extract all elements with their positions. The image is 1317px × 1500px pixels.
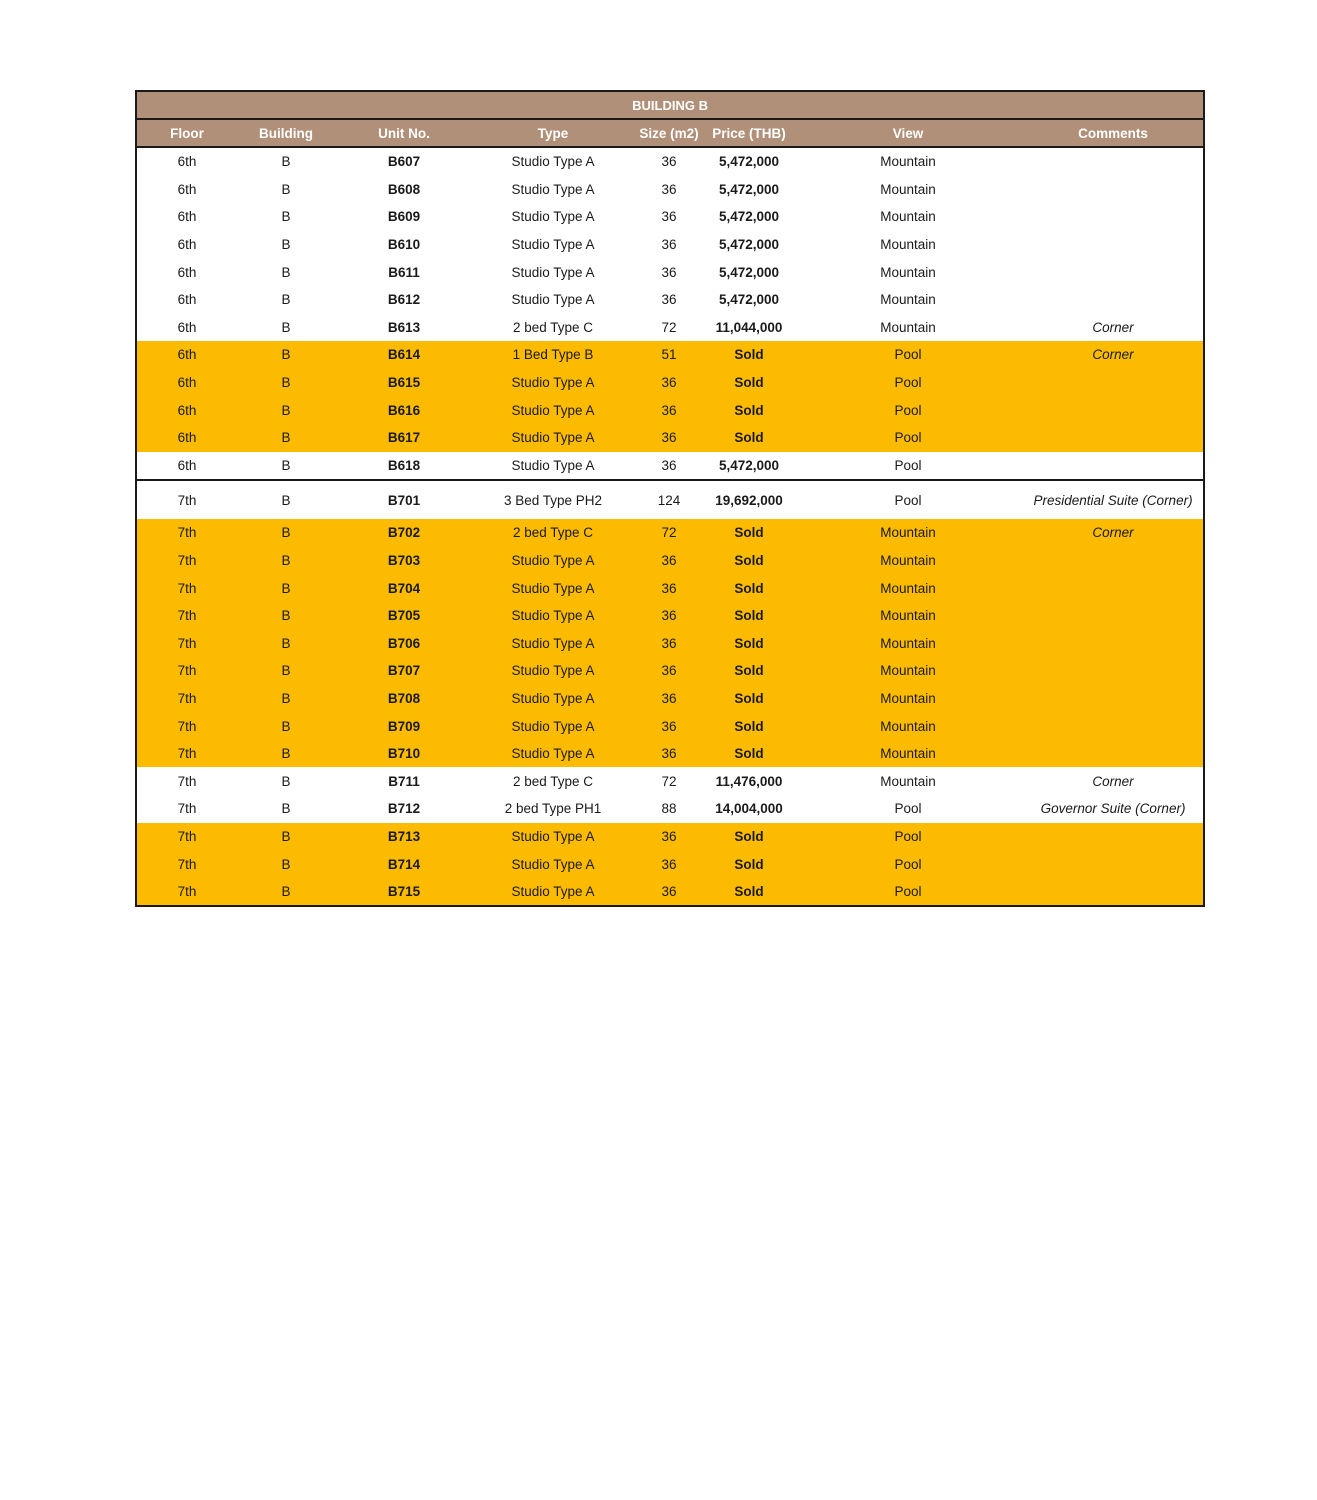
size-cell: 36 bbox=[633, 657, 705, 685]
size-cell: 36 bbox=[633, 369, 705, 397]
floor-cell: 6th bbox=[137, 203, 237, 231]
building-cell: B bbox=[237, 231, 335, 259]
comment-cell bbox=[1023, 203, 1203, 231]
table-row bbox=[137, 203, 1203, 231]
unit-type-cell: Studio Type A bbox=[473, 574, 633, 602]
floor-cell: 7th bbox=[137, 602, 237, 630]
view-cell: Pool bbox=[793, 878, 1023, 906]
unit-type-cell: Studio Type A bbox=[473, 657, 633, 685]
floor-cell: 7th bbox=[137, 878, 237, 906]
table-row bbox=[137, 685, 1203, 713]
size-cell: 36 bbox=[633, 147, 705, 176]
unit-type-cell: Studio Type A bbox=[473, 369, 633, 397]
table-row bbox=[137, 740, 1203, 768]
floor-cell: 7th bbox=[137, 547, 237, 575]
unit-type-cell: Studio Type A bbox=[473, 630, 633, 658]
floor-cell: 6th bbox=[137, 396, 237, 424]
floor-cell: 6th bbox=[137, 341, 237, 369]
table-row bbox=[137, 878, 1203, 906]
view-cell: Mountain bbox=[793, 657, 1023, 685]
price-cell: Sold bbox=[705, 574, 793, 602]
unit-type-cell: 3 Bed Type PH2 bbox=[473, 480, 633, 519]
price-cell: 19,692,000 bbox=[705, 480, 793, 519]
table-row bbox=[137, 286, 1203, 314]
price-cell: 5,472,000 bbox=[705, 258, 793, 286]
comment-cell bbox=[1023, 147, 1203, 176]
table-row bbox=[137, 176, 1203, 204]
unit-number-cell: B612 bbox=[335, 286, 473, 314]
building-cell: B bbox=[237, 369, 335, 397]
table-row bbox=[137, 452, 1203, 481]
table-row bbox=[137, 574, 1203, 602]
unit-type-cell: Studio Type A bbox=[473, 712, 633, 740]
column-header-building: Building bbox=[237, 119, 335, 147]
floor-cell: 6th bbox=[137, 147, 237, 176]
size-cell: 36 bbox=[633, 231, 705, 259]
view-cell: Pool bbox=[793, 424, 1023, 452]
table-row bbox=[137, 147, 1203, 176]
view-cell: Mountain bbox=[793, 712, 1023, 740]
price-cell: 5,472,000 bbox=[705, 452, 793, 481]
building-cell: B bbox=[237, 424, 335, 452]
unit-type-cell: Studio Type A bbox=[473, 176, 633, 204]
comment-cell: Governor Suite (Corner) bbox=[1023, 795, 1203, 823]
table-row bbox=[137, 341, 1203, 369]
floor-cell: 6th bbox=[137, 424, 237, 452]
unit-number-cell: B708 bbox=[335, 685, 473, 713]
floor-cell: 7th bbox=[137, 685, 237, 713]
building-cell: B bbox=[237, 878, 335, 906]
size-cell: 36 bbox=[633, 286, 705, 314]
unit-number-cell: B608 bbox=[335, 176, 473, 204]
unit-number-cell: B706 bbox=[335, 630, 473, 658]
view-cell: Mountain bbox=[793, 176, 1023, 204]
table-title-row bbox=[137, 92, 1203, 119]
view-cell: Mountain bbox=[793, 767, 1023, 795]
unit-number-cell: B617 bbox=[335, 424, 473, 452]
building-cell: B bbox=[237, 767, 335, 795]
floor-cell: 6th bbox=[137, 258, 237, 286]
size-cell: 36 bbox=[633, 878, 705, 906]
table-header-row bbox=[137, 119, 1203, 147]
price-list-table bbox=[137, 92, 1203, 905]
table-row bbox=[137, 424, 1203, 452]
unit-number-cell: B613 bbox=[335, 314, 473, 342]
view-cell: Pool bbox=[793, 480, 1023, 519]
comment-cell bbox=[1023, 630, 1203, 658]
building-cell: B bbox=[237, 602, 335, 630]
unit-number-cell: B710 bbox=[335, 740, 473, 768]
unit-type-cell: Studio Type A bbox=[473, 878, 633, 906]
building-cell: B bbox=[237, 630, 335, 658]
building-cell: B bbox=[237, 685, 335, 713]
size-cell: 36 bbox=[633, 574, 705, 602]
view-cell: Pool bbox=[793, 850, 1023, 878]
unit-number-cell: B702 bbox=[335, 519, 473, 547]
floor-cell: 7th bbox=[137, 630, 237, 658]
price-cell: Sold bbox=[705, 630, 793, 658]
unit-type-cell: Studio Type A bbox=[473, 231, 633, 259]
unit-type-cell: 2 bed Type C bbox=[473, 767, 633, 795]
comment-cell bbox=[1023, 396, 1203, 424]
unit-type-cell: Studio Type A bbox=[473, 147, 633, 176]
size-cell: 36 bbox=[633, 850, 705, 878]
comment-cell bbox=[1023, 231, 1203, 259]
view-cell: Pool bbox=[793, 369, 1023, 397]
size-cell: 36 bbox=[633, 258, 705, 286]
price-cell: 5,472,000 bbox=[705, 147, 793, 176]
price-cell: 5,472,000 bbox=[705, 231, 793, 259]
building-cell: B bbox=[237, 341, 335, 369]
unit-number-cell: B609 bbox=[335, 203, 473, 231]
building-cell: B bbox=[237, 147, 335, 176]
size-cell: 124 bbox=[633, 480, 705, 519]
unit-number-cell: B704 bbox=[335, 574, 473, 602]
comment-cell bbox=[1023, 850, 1203, 878]
unit-type-cell: Studio Type A bbox=[473, 258, 633, 286]
price-cell: 11,044,000 bbox=[705, 314, 793, 342]
table-row bbox=[137, 795, 1203, 823]
price-cell: Sold bbox=[705, 850, 793, 878]
price-cell: Sold bbox=[705, 519, 793, 547]
floor-cell: 6th bbox=[137, 314, 237, 342]
view-cell: Mountain bbox=[793, 286, 1023, 314]
size-cell: 36 bbox=[633, 685, 705, 713]
unit-number-cell: B707 bbox=[335, 657, 473, 685]
floor-cell: 7th bbox=[137, 574, 237, 602]
view-cell: Pool bbox=[793, 341, 1023, 369]
column-header-unit-no: Unit No. bbox=[335, 119, 473, 147]
price-cell: 14,004,000 bbox=[705, 795, 793, 823]
comment-cell: Corner bbox=[1023, 767, 1203, 795]
comment-cell bbox=[1023, 258, 1203, 286]
building-cell: B bbox=[237, 740, 335, 768]
price-cell: Sold bbox=[705, 712, 793, 740]
comment-cell bbox=[1023, 369, 1203, 397]
floor-cell: 6th bbox=[137, 231, 237, 259]
size-cell: 36 bbox=[633, 203, 705, 231]
view-cell: Mountain bbox=[793, 231, 1023, 259]
comment-cell bbox=[1023, 176, 1203, 204]
size-cell: 72 bbox=[633, 767, 705, 795]
view-cell: Mountain bbox=[793, 203, 1023, 231]
building-cell: B bbox=[237, 547, 335, 575]
table-row bbox=[137, 657, 1203, 685]
unit-number-cell: B711 bbox=[335, 767, 473, 795]
comment-cell bbox=[1023, 878, 1203, 906]
comment-cell bbox=[1023, 452, 1203, 481]
size-cell: 36 bbox=[633, 452, 705, 481]
table-row bbox=[137, 396, 1203, 424]
floor-cell: 6th bbox=[137, 176, 237, 204]
price-cell: Sold bbox=[705, 657, 793, 685]
column-header-comments: Comments bbox=[1023, 119, 1203, 147]
comment-cell bbox=[1023, 424, 1203, 452]
table-row bbox=[137, 767, 1203, 795]
floor-cell: 6th bbox=[137, 286, 237, 314]
column-header-type: Type bbox=[473, 119, 633, 147]
unit-type-cell: Studio Type A bbox=[473, 850, 633, 878]
building-cell: B bbox=[237, 795, 335, 823]
comment-cell bbox=[1023, 602, 1203, 630]
unit-number-cell: B611 bbox=[335, 258, 473, 286]
size-cell: 51 bbox=[633, 341, 705, 369]
price-cell: 5,472,000 bbox=[705, 176, 793, 204]
table-row bbox=[137, 258, 1203, 286]
price-cell: Sold bbox=[705, 369, 793, 397]
building-cell: B bbox=[237, 712, 335, 740]
price-cell: Sold bbox=[705, 396, 793, 424]
building-cell: B bbox=[237, 314, 335, 342]
unit-type-cell: Studio Type A bbox=[473, 602, 633, 630]
comment-cell bbox=[1023, 547, 1203, 575]
building-cell: B bbox=[237, 850, 335, 878]
unit-type-cell: Studio Type A bbox=[473, 424, 633, 452]
table-row bbox=[137, 630, 1203, 658]
table-body bbox=[137, 147, 1203, 905]
view-cell: Mountain bbox=[793, 685, 1023, 713]
unit-type-cell: 2 bed Type C bbox=[473, 314, 633, 342]
unit-number-cell: B712 bbox=[335, 795, 473, 823]
unit-type-cell: Studio Type A bbox=[473, 685, 633, 713]
building-cell: B bbox=[237, 176, 335, 204]
size-cell: 36 bbox=[633, 602, 705, 630]
table-row bbox=[137, 712, 1203, 740]
floor-cell: 7th bbox=[137, 519, 237, 547]
floor-cell: 7th bbox=[137, 657, 237, 685]
view-cell: Mountain bbox=[793, 574, 1023, 602]
price-cell: Sold bbox=[705, 547, 793, 575]
price-cell: Sold bbox=[705, 602, 793, 630]
comment-cell: Corner bbox=[1023, 341, 1203, 369]
column-header-floor: Floor bbox=[137, 119, 237, 147]
floor-cell: 7th bbox=[137, 767, 237, 795]
table-row bbox=[137, 369, 1203, 397]
building-cell: B bbox=[237, 203, 335, 231]
floor-cell: 6th bbox=[137, 369, 237, 397]
building-cell: B bbox=[237, 519, 335, 547]
table-row bbox=[137, 850, 1203, 878]
size-cell: 36 bbox=[633, 396, 705, 424]
price-list-table-frame bbox=[135, 90, 1205, 907]
column-header-price: Price (THB) bbox=[705, 119, 793, 147]
price-cell: Sold bbox=[705, 823, 793, 851]
unit-number-cell: B614 bbox=[335, 341, 473, 369]
building-cell: B bbox=[237, 286, 335, 314]
price-cell: Sold bbox=[705, 878, 793, 906]
unit-type-cell: Studio Type A bbox=[473, 547, 633, 575]
view-cell: Mountain bbox=[793, 602, 1023, 630]
unit-number-cell: B701 bbox=[335, 480, 473, 519]
table-row bbox=[137, 314, 1203, 342]
building-cell: B bbox=[237, 452, 335, 481]
table-row bbox=[137, 480, 1203, 519]
unit-type-cell: Studio Type A bbox=[473, 286, 633, 314]
unit-number-cell: B705 bbox=[335, 602, 473, 630]
size-cell: 72 bbox=[633, 314, 705, 342]
column-header-view: View bbox=[793, 119, 1023, 147]
table-title: BUILDING B bbox=[137, 92, 1203, 119]
table-row bbox=[137, 823, 1203, 851]
price-cell: 5,472,000 bbox=[705, 203, 793, 231]
comment-cell bbox=[1023, 286, 1203, 314]
view-cell: Mountain bbox=[793, 314, 1023, 342]
table-row bbox=[137, 231, 1203, 259]
floor-cell: 6th bbox=[137, 452, 237, 481]
price-cell: Sold bbox=[705, 341, 793, 369]
unit-type-cell: 1 Bed Type B bbox=[473, 341, 633, 369]
view-cell: Mountain bbox=[793, 630, 1023, 658]
unit-number-cell: B607 bbox=[335, 147, 473, 176]
unit-type-cell: Studio Type A bbox=[473, 740, 633, 768]
size-cell: 36 bbox=[633, 630, 705, 658]
unit-type-cell: Studio Type A bbox=[473, 203, 633, 231]
price-cell: Sold bbox=[705, 685, 793, 713]
comment-cell bbox=[1023, 712, 1203, 740]
table-row bbox=[137, 602, 1203, 630]
comment-cell: Presidential Suite (Corner) bbox=[1023, 480, 1203, 519]
table-row bbox=[137, 547, 1203, 575]
unit-type-cell: Studio Type A bbox=[473, 452, 633, 481]
building-cell: B bbox=[237, 396, 335, 424]
comment-cell: Corner bbox=[1023, 314, 1203, 342]
comment-cell bbox=[1023, 740, 1203, 768]
unit-number-cell: B616 bbox=[335, 396, 473, 424]
view-cell: Pool bbox=[793, 452, 1023, 481]
floor-cell: 7th bbox=[137, 850, 237, 878]
comment-cell: Corner bbox=[1023, 519, 1203, 547]
view-cell: Mountain bbox=[793, 519, 1023, 547]
floor-cell: 7th bbox=[137, 480, 237, 519]
unit-type-cell: 2 bed Type PH1 bbox=[473, 795, 633, 823]
view-cell: Mountain bbox=[793, 258, 1023, 286]
price-cell: 5,472,000 bbox=[705, 286, 793, 314]
building-cell: B bbox=[237, 823, 335, 851]
floor-cell: 7th bbox=[137, 823, 237, 851]
unit-number-cell: B715 bbox=[335, 878, 473, 906]
size-cell: 36 bbox=[633, 547, 705, 575]
size-cell: 36 bbox=[633, 176, 705, 204]
building-cell: B bbox=[237, 574, 335, 602]
comment-cell bbox=[1023, 574, 1203, 602]
size-cell: 88 bbox=[633, 795, 705, 823]
size-cell: 36 bbox=[633, 740, 705, 768]
view-cell: Pool bbox=[793, 823, 1023, 851]
price-cell: 11,476,000 bbox=[705, 767, 793, 795]
floor-cell: 7th bbox=[137, 740, 237, 768]
unit-number-cell: B703 bbox=[335, 547, 473, 575]
view-cell: Pool bbox=[793, 396, 1023, 424]
price-cell: Sold bbox=[705, 424, 793, 452]
comment-cell bbox=[1023, 823, 1203, 851]
view-cell: Mountain bbox=[793, 740, 1023, 768]
view-cell: Mountain bbox=[793, 147, 1023, 176]
building-cell: B bbox=[237, 657, 335, 685]
size-cell: 36 bbox=[633, 823, 705, 851]
size-cell: 72 bbox=[633, 519, 705, 547]
unit-number-cell: B615 bbox=[335, 369, 473, 397]
view-cell: Mountain bbox=[793, 547, 1023, 575]
table-row bbox=[137, 519, 1203, 547]
unit-number-cell: B714 bbox=[335, 850, 473, 878]
unit-number-cell: B713 bbox=[335, 823, 473, 851]
price-cell: Sold bbox=[705, 740, 793, 768]
unit-number-cell: B709 bbox=[335, 712, 473, 740]
building-cell: B bbox=[237, 480, 335, 519]
view-cell: Pool bbox=[793, 795, 1023, 823]
floor-cell: 7th bbox=[137, 795, 237, 823]
unit-type-cell: Studio Type A bbox=[473, 396, 633, 424]
unit-type-cell: Studio Type A bbox=[473, 823, 633, 851]
building-cell: B bbox=[237, 258, 335, 286]
floor-cell: 7th bbox=[137, 712, 237, 740]
unit-type-cell: 2 bed Type C bbox=[473, 519, 633, 547]
unit-number-cell: B618 bbox=[335, 452, 473, 481]
size-cell: 36 bbox=[633, 712, 705, 740]
column-header-size: Size (m2) bbox=[633, 119, 705, 147]
size-cell: 36 bbox=[633, 424, 705, 452]
unit-number-cell: B610 bbox=[335, 231, 473, 259]
comment-cell bbox=[1023, 657, 1203, 685]
comment-cell bbox=[1023, 685, 1203, 713]
